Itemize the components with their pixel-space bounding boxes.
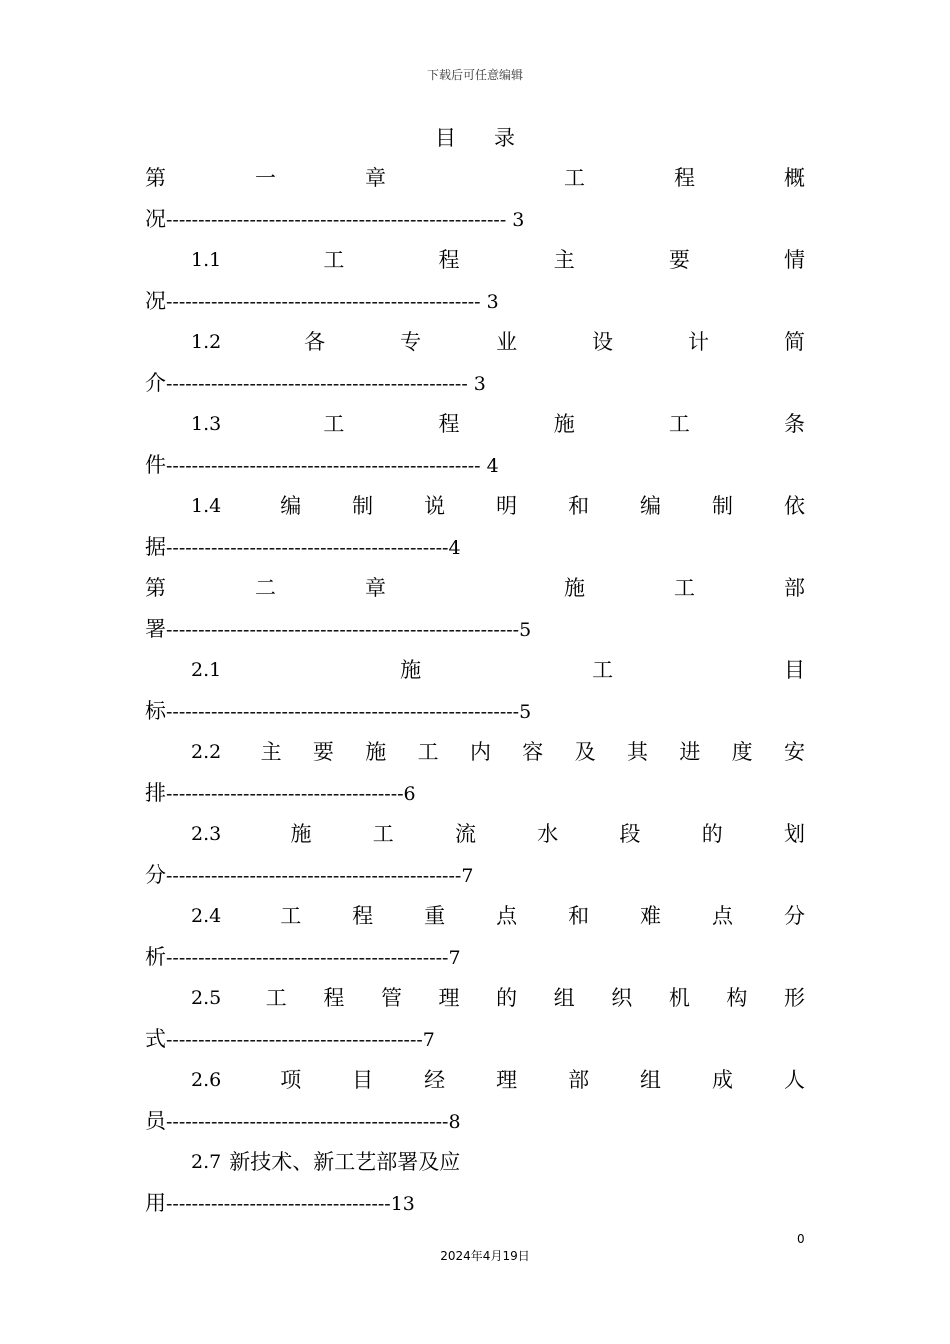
toc-entry-tail: 用 xyxy=(145,1191,166,1215)
toc-dot-leader: -------------------------------------------- xyxy=(166,537,449,559)
toc-entry-char: 及 xyxy=(574,740,596,764)
toc-entry-number: 1.4 xyxy=(191,495,222,517)
toc-dot-leader: ------------------------------------------------------- xyxy=(166,701,520,723)
toc-entry-char: 工 xyxy=(564,166,585,190)
header-note: 下载后可任意编辑 xyxy=(426,68,523,82)
toc-entry-leader xyxy=(145,937,805,978)
toc-entry[interactable] xyxy=(145,1142,805,1224)
toc-entry[interactable] xyxy=(145,1060,805,1142)
toc-entry-leader xyxy=(145,773,805,814)
toc-entry-char: 程 xyxy=(438,248,460,272)
toc-entry-char: 章 xyxy=(365,576,386,600)
toc-entry-char: 概 xyxy=(784,166,805,190)
toc-entry[interactable] xyxy=(145,650,805,732)
toc-entry-number: 2.3 xyxy=(191,823,222,845)
toc-entry-number: 2.2 xyxy=(191,741,222,763)
toc-dot-leader: -------------------------------------------- xyxy=(166,947,449,969)
toc-entry-char: 简 xyxy=(783,330,805,354)
toc-entry-char: 目 xyxy=(352,1068,374,1092)
toc-entry-tail: 员 xyxy=(145,1109,166,1133)
toc-entry-char: 划 xyxy=(783,822,805,846)
toc-page-number: 3 xyxy=(480,291,499,313)
toc-entry-char: 度 xyxy=(731,740,753,764)
toc-entry-char: 和 xyxy=(568,904,590,928)
toc-entry-number: 2.5 xyxy=(191,987,222,1009)
toc-entry-char: 安 xyxy=(784,740,805,764)
toc-entry-char: 编 xyxy=(280,494,302,518)
toc-entry-char: 施 xyxy=(365,740,387,764)
toc-entry-char: 管 xyxy=(380,986,402,1010)
toc-entry-char: 明 xyxy=(496,494,518,518)
toc-entry-char: 编 xyxy=(640,494,662,518)
toc-page-number: 13 xyxy=(390,1193,415,1215)
toc-entry-char: 工 xyxy=(265,986,287,1010)
toc-entry-char: 段 xyxy=(619,822,641,846)
toc-entry-heading xyxy=(145,158,805,199)
toc-entry-char: 施 xyxy=(553,412,575,436)
toc-entry-number: 1.2 xyxy=(191,331,222,353)
toc-entry-char: 依 xyxy=(783,494,805,518)
toc-entry-heading xyxy=(145,404,805,445)
toc-entry-char: 工 xyxy=(674,576,695,600)
toc-dot-leader: -------------------------------------------- xyxy=(166,1111,449,1133)
toc-entry-tail: 据 xyxy=(145,535,166,559)
toc-entry-char: 分 xyxy=(783,904,805,928)
toc-entry-char: 情 xyxy=(784,248,805,272)
toc-entry-char: 组 xyxy=(640,1068,662,1092)
toc-entry-heading xyxy=(145,732,805,773)
toc-entry-char: 制 xyxy=(712,494,733,518)
table-of-contents xyxy=(145,158,805,1224)
toc-entry[interactable] xyxy=(145,896,805,978)
toc-entry-char: 进 xyxy=(679,740,701,764)
toc-entry-tail: 介 xyxy=(145,371,166,395)
toc-dot-leader: ------------------------------------------------- xyxy=(166,291,481,313)
toc-entry-char: 点 xyxy=(496,904,518,928)
toc-entry-char: 的 xyxy=(496,986,518,1010)
toc-entry[interactable] xyxy=(145,322,805,404)
toc-entry-tail: 件 xyxy=(145,453,166,477)
toc-entry-char: 计 xyxy=(687,330,709,354)
toc-entry-char: 要 xyxy=(668,248,690,272)
toc-entry-char: 施 xyxy=(400,658,422,682)
toc-entry-char: 和 xyxy=(568,494,590,518)
toc-entry-char: 织 xyxy=(611,986,633,1010)
toc-entry[interactable] xyxy=(145,978,805,1060)
toc-entry-number: 2.7 xyxy=(191,1151,222,1173)
toc-entry-char: 程 xyxy=(674,166,695,190)
toc-entry-char: 工 xyxy=(592,658,614,682)
toc-entry-leader xyxy=(145,527,805,568)
page-number: 0 xyxy=(797,1232,805,1246)
toc-entry-leader xyxy=(145,1101,805,1142)
toc-dot-leader: ----------------------------------------------- xyxy=(166,373,468,395)
toc-entry-leader xyxy=(145,281,805,322)
toc-entry-char: 一 xyxy=(255,166,276,190)
toc-entry-char: 要 xyxy=(312,740,334,764)
toc-entry-char: 业 xyxy=(496,330,518,354)
toc-entry-char: 成 xyxy=(712,1068,733,1092)
toc-entry-char: 工 xyxy=(323,248,345,272)
toc-page-number: 7 xyxy=(448,947,461,969)
toc-entry-char: 工 xyxy=(668,412,690,436)
toc-entry-char: 专 xyxy=(400,330,422,354)
toc-page-number: 4 xyxy=(448,537,461,559)
toc-entry-char: 项 xyxy=(280,1068,302,1092)
toc-entry-char: 组 xyxy=(553,986,575,1010)
toc-entry-char: 施 xyxy=(290,822,312,846)
toc-entry-heading xyxy=(145,650,805,691)
toc-entry-char: 说 xyxy=(424,494,446,518)
toc-entry-leader xyxy=(145,855,805,896)
toc-entry-char: 二 xyxy=(255,576,276,600)
toc-entry-char: 重 xyxy=(424,904,446,928)
toc-page-number: 5 xyxy=(519,701,532,723)
toc-page-number: 5 xyxy=(519,619,532,641)
toc-entry-heading xyxy=(145,814,805,855)
toc-entry[interactable] xyxy=(145,404,805,486)
toc-entry-tail: 标 xyxy=(145,699,166,723)
toc-entry-heading xyxy=(145,896,805,937)
toc-entry-tail: 分 xyxy=(145,863,166,887)
toc-entry-char: 条 xyxy=(784,412,805,436)
toc-entry[interactable] xyxy=(145,240,805,322)
toc-entry-char: 流 xyxy=(454,822,476,846)
toc-dot-leader: ------------------------------------------------- xyxy=(166,455,481,477)
toc-page-number: 6 xyxy=(403,783,416,805)
toc-dot-leader: ------------------------------------------------------- xyxy=(166,619,520,641)
toc-entry-char: 工 xyxy=(417,740,439,764)
toc-entry-tail: 署 xyxy=(145,617,166,641)
toc-entry-leader xyxy=(145,691,805,732)
toc-entry-text: 新技术、新工艺部署及应 xyxy=(229,1150,461,1174)
toc-entry-leader xyxy=(145,199,805,240)
toc-entry-char: 工 xyxy=(372,822,394,846)
toc-entry-char: 目 xyxy=(783,658,805,682)
toc-entry-char: 人 xyxy=(783,1068,805,1092)
toc-page-number: 7 xyxy=(422,1029,435,1051)
toc-entry-heading xyxy=(145,978,805,1019)
toc-entry-char: 主 xyxy=(553,248,575,272)
toc-entry-char: 容 xyxy=(522,740,544,764)
toc-dot-leader: ---------------------------------------- xyxy=(166,1029,423,1051)
toc-page-number: 3 xyxy=(506,209,525,231)
toc-entry-char: 的 xyxy=(701,822,723,846)
toc-entry-leader xyxy=(145,1019,805,1060)
toc-dot-leader: ----------------------------------- xyxy=(166,1193,391,1215)
toc-entry-char: 其 xyxy=(626,740,648,764)
toc-dot-leader: ----------------------------------------------------- xyxy=(166,209,507,231)
toc-entry[interactable] xyxy=(145,568,805,650)
toc-page-number: 7 xyxy=(461,865,474,887)
toc-entry-char: 机 xyxy=(668,986,690,1010)
toc-entry-char: 制 xyxy=(352,494,374,518)
toc-entry-number: 1.3 xyxy=(191,413,222,435)
toc-dot-leader: ---------------------------------------------- xyxy=(166,865,462,887)
toc-title: 目录 xyxy=(435,126,553,150)
toc-entry-char: 施 xyxy=(564,576,585,600)
toc-entry-number: 2.4 xyxy=(191,905,222,927)
toc-entry-char: 设 xyxy=(592,330,614,354)
toc-entry-char: 程 xyxy=(352,904,374,928)
toc-entry-char: 章 xyxy=(365,166,386,190)
toc-entry-char: 内 xyxy=(469,740,491,764)
toc-entry-leader xyxy=(145,609,805,650)
toc-entry-heading xyxy=(145,240,805,281)
toc-entry-leader xyxy=(145,363,805,404)
toc-entry-char: 程 xyxy=(323,986,345,1010)
toc-entry-char: 程 xyxy=(438,412,460,436)
toc-entry-char: 各 xyxy=(304,330,326,354)
toc-page-number: 4 xyxy=(480,455,499,477)
toc-entry-char: 工 xyxy=(323,412,345,436)
toc-entry-char: 经 xyxy=(424,1068,446,1092)
toc-entry-leader xyxy=(145,1183,805,1224)
toc-entry-char: 理 xyxy=(438,986,460,1010)
toc-entry-char: 部 xyxy=(784,576,805,600)
toc-entry[interactable] xyxy=(145,158,805,240)
toc-entry-char: 理 xyxy=(496,1068,518,1092)
toc-entry[interactable] xyxy=(145,486,805,568)
toc-entry-char: 构 xyxy=(726,986,748,1010)
toc-entry-char: 工 xyxy=(280,904,302,928)
toc-entry-number: 2.6 xyxy=(191,1069,222,1091)
toc-entry-number: 2.1 xyxy=(191,659,222,681)
toc-entry-tail: 况 xyxy=(145,207,166,231)
toc-entry-heading xyxy=(145,568,805,609)
toc-entry-tail: 式 xyxy=(145,1027,166,1051)
toc-entry-char: 第 xyxy=(145,166,166,190)
toc-entry[interactable] xyxy=(145,814,805,896)
toc-entry-tail: 析 xyxy=(145,945,166,969)
toc-entry-char: 点 xyxy=(712,904,733,928)
toc-entry-char: 形 xyxy=(784,986,805,1010)
toc-page-number: 8 xyxy=(448,1111,461,1133)
toc-entry-char: 部 xyxy=(568,1068,590,1092)
toc-dot-leader: ------------------------------------- xyxy=(166,783,404,805)
toc-page-number: 3 xyxy=(467,373,486,395)
toc-entry-heading xyxy=(145,486,805,527)
toc-entry-char: 主 xyxy=(260,740,282,764)
toc-entry-number: 1.1 xyxy=(191,249,222,271)
toc-entry-leader xyxy=(145,445,805,486)
toc-entry-tail: 排 xyxy=(145,781,166,805)
toc-entry-char: 水 xyxy=(537,822,559,846)
toc-entry-heading xyxy=(145,1060,805,1101)
toc-entry-char: 难 xyxy=(640,904,662,928)
footer-date: 2024年4月19日 xyxy=(440,1249,530,1263)
toc-entry-tail: 况 xyxy=(145,289,166,313)
toc-entry-char: 第 xyxy=(145,576,166,600)
toc-entry[interactable] xyxy=(145,732,805,814)
toc-entry-heading xyxy=(145,322,805,363)
toc-entry-heading xyxy=(145,1142,805,1183)
